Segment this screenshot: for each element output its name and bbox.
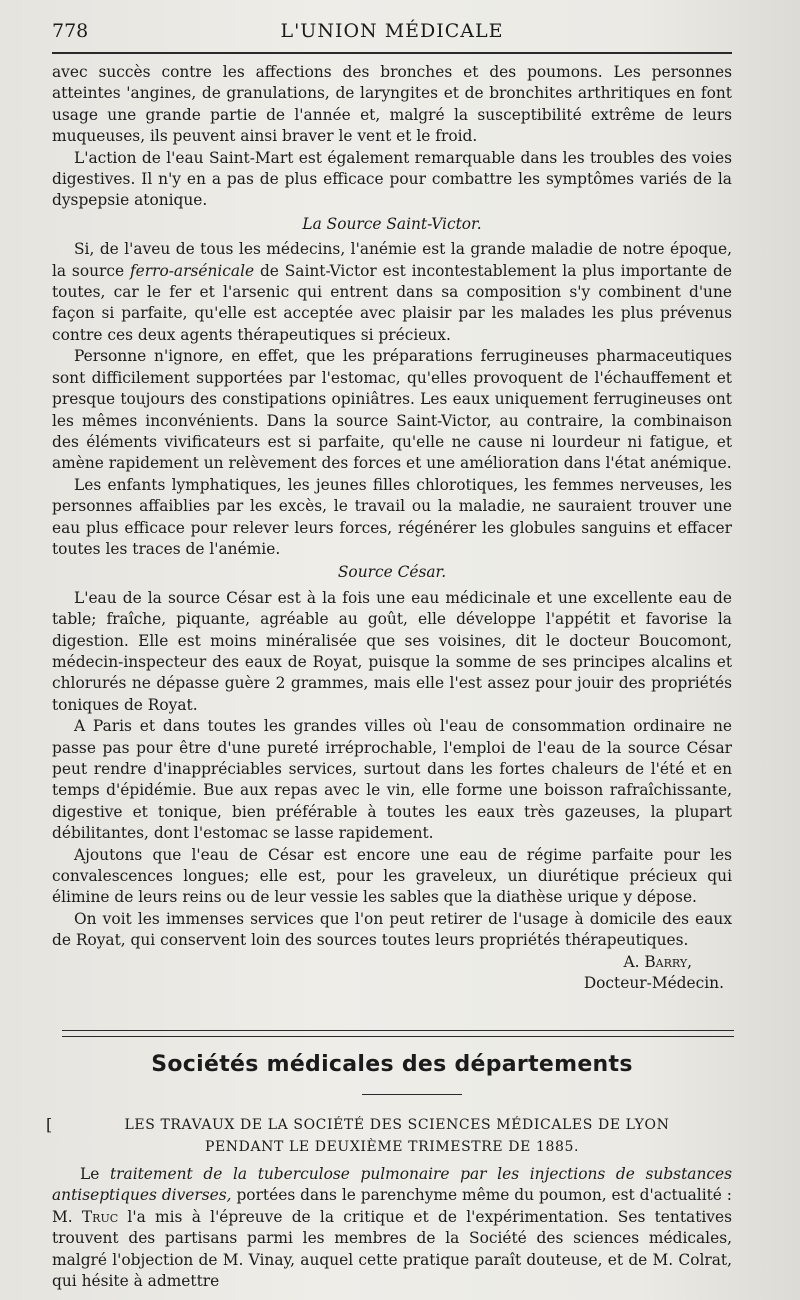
text-run: l'a mis à l'épreuve de la critique et de l'expérimentation. Ses tentatives trouvent des partisans parmi les membres de la Société des sciences médicales, malgré l'objection de M. Vinay, auquel cette pratique paraît douteuse, et de M. Colrat, qui hésite à admettre (52, 1207, 732, 1291)
paragraph: On voit les immenses services que l'on peut retirer de l'usage à domicile des eaux de Royat, qui conservent loin des sources toutes leurs propriétés thérapeutiques. (52, 909, 732, 950)
paragraph: Personne n'ignore, en effet, que les préparations ferrugineuses pharmaceutiques sont difficilement supportées par l'estomac, qu'elles provoquent de l'échauffement et presque toujours des constipations opiniâtres. Les eaux uniquement ferrugineuses ont les mêmes inconvénients. Dans la source Saint-Victor, au contraire, la combinaison des éléments vivificateurs est si parfaite, qu'elle ne cause ni lourdeur ni fatigue, et amène rapidement un relèvement des forces et une amélioration dans l'état anémique. (52, 347, 732, 473)
signature-name: A. Barry, (623, 952, 692, 971)
text-run: de Saint-Victor est incontestablement la plus importante de toutes, car le fer et l'arsenic qui entrent dans sa composition s'y combinent d'une façon si parfaite, qu'elle est acceptée avec plaisir par les malades les plus prévenus contre ces deux agents thérapeutiques si précieux. (52, 261, 733, 344)
section-divider (62, 1030, 734, 1037)
report-body (52, 1164, 732, 1292)
italic-term: ferro-arsénicale (129, 261, 255, 280)
paragraph (52, 239, 732, 346)
article-body (52, 62, 732, 994)
page-header (52, 18, 732, 48)
section-title-cesar: Source César. (337, 563, 447, 582)
section-title-saint-victor: La Source Saint-Victor. (302, 214, 482, 233)
report-heading (46, 1114, 732, 1158)
bracket-mark: [ (46, 1115, 53, 1134)
text-run: portées dans le parenchyme même du poumon, est d'actualité : M. (52, 1186, 732, 1226)
running-title: L'UNION MÉDICALE (280, 20, 504, 42)
paragraph (52, 1164, 732, 1292)
society-section-title: Sociétés médicales des départements (151, 1052, 633, 1077)
italic-term: traitement de la tuberculose pulmonaire par les injections de substances antiseptiques diverses, (52, 1165, 732, 1205)
title-underline (362, 1094, 462, 1095)
paragraph: L'eau de la source César est à la fois une eau médicinale et une excellente eau de table; fraîche, piquante, agréable au goût, elle développe l'appétit et favorise la digestion. Elle est moins minéralisée que ses voisines, dit le docteur Boucomont, médecin-inspecteur des eaux de Royat, puisque la somme de ses principes alcalins et chlorurés ne dépasse guère 2 grammes, mais elle l'est assez pour jouir des propriétés toniques de Royat. (52, 588, 732, 714)
paragraph: L'action de l'eau Saint-Mart est également remarquable dans les troubles des voies digestives. Il n'y en a pas de plus efficace pour combattre les symptômes variés de la dyspepsie atonique. (52, 148, 732, 210)
paragraph: avec succès contre les affections des bronches et des poumons. Les personnes atteintes 'angines, de granulations, de laryngites et de bronchites arthritiques en font usage une grande partie de l'année et, malgré la susceptibilité extrême de leurs muqueuses, ils peuvent ainsi braver le vent et le froid. (52, 63, 732, 146)
text-run: Si, de l'aveu de tous les médecins, l'anémie est la grande maladie de notre époque, la source (52, 240, 732, 280)
header-rule (52, 52, 732, 54)
text-run: Le (80, 1165, 110, 1183)
paragraph: Ajoutons que l'eau de César est encore une eau de régime parfaite pour les convalescences longues; elle est, pour les graveleux, un diurétique précieux qui élimine de leurs reins ou de leur vessie les sables que la diathèse urique y dépose. (52, 845, 732, 907)
author-name: Truc (81, 1207, 119, 1226)
paragraph: Les enfants lymphatiques, les jeunes filles chlorotiques, les femmes nerveuses, les personnes affaiblies par les excès, le travail ou la maladie, ne sauraient trouver une eau plus efficace pour relever leurs forces, régénérer les globules sanguins et effacer toutes les traces de l'anémie. (52, 475, 732, 558)
report-heading-line-2: PENDANT LE DEUXIÈME TRIMESTRE DE 1885. (204, 1139, 580, 1155)
page-number: 778 (52, 20, 89, 42)
report-heading-line-1: LES TRAVAUX DE LA SOCIÉTÉ DES SCIENCES MÉDICALES DE LYON (124, 1117, 670, 1133)
signature-role: Docteur-Médecin. (583, 974, 724, 993)
paragraph: A Paris et dans toutes les grandes villes où l'eau de consommation ordinaire ne passe pas pour être d'une pureté irréprochable, l'emploi de l'eau de la source César peut rendre d'inappréciables services, surtout dans les fortes chaleurs de l'été et en temps d'épidémie. Bue aux repas avec le vin, elle forme une boisson rafraîchissante, digestive et tonique, bien préférable à toutes les eaux très gazeuses, la plupart débilitantes, dont l'estomac se lasse rapidement. (52, 717, 732, 843)
